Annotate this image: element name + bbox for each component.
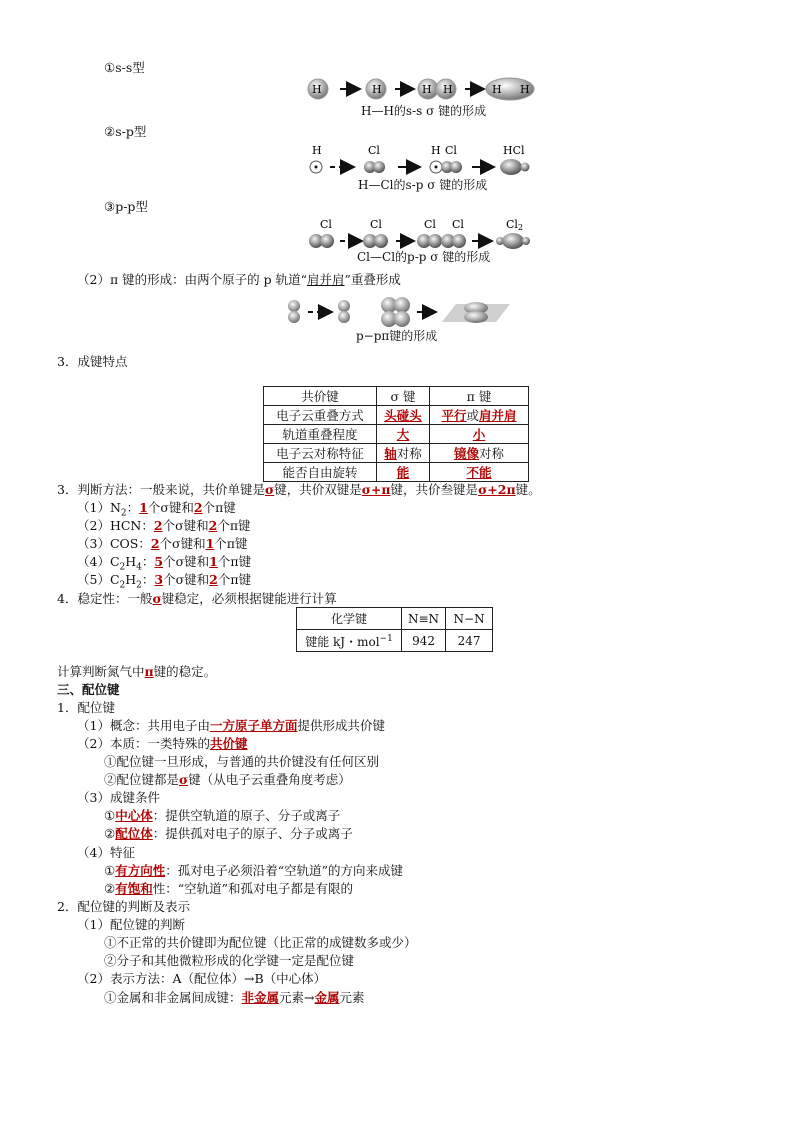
ss-orbital-diagram xyxy=(300,74,540,104)
table-row: 电子云对称特征 轴对称 镜像对称 xyxy=(264,444,529,463)
sigma-answer: 轴 xyxy=(384,446,397,461)
pp-type-label: ③p-p型 xyxy=(104,199,148,214)
svg-text:H: H xyxy=(443,83,453,96)
svg-text:Cl: Cl xyxy=(424,218,436,231)
c2-judge-2: ②分子和其他微粒形成的化学键一定是配位键 xyxy=(104,953,355,968)
c1-conditions: （3）成键条件 xyxy=(77,790,160,805)
svg-text:H: H xyxy=(312,144,322,157)
c1-features: （4）特征 xyxy=(77,845,135,860)
energy-value: 247 xyxy=(446,630,493,652)
c1-feature-2: ②有饱和性：“空轨道”和孤对电子都是有限的 xyxy=(104,881,354,896)
calc-line: 计算判断氮气中π键的稳定。 xyxy=(57,664,217,679)
example-cos: （3）COS：2个σ键和1个π键 xyxy=(77,536,248,551)
row-label: 电子云对称特征 xyxy=(264,444,377,463)
sp-type-label: ②s-p型 xyxy=(104,124,147,139)
svg-text:Cl: Cl xyxy=(370,218,382,231)
c2-title: 2．配位键的判断及表示 xyxy=(57,899,190,914)
c2-representation: （2）表示方法：A（配位体）→B（中心体） xyxy=(77,971,327,986)
c1-essence-2: ②配位键都是σ键（从电子云重叠角度考虑） xyxy=(104,772,351,787)
table-row: 键能 kJ・mol$^{-1}$ 942 247 xyxy=(297,630,493,652)
table-row: 电子云重叠方式 头碰头 平行或肩并肩 xyxy=(264,406,529,425)
row-label: 键能 kJ・mol xyxy=(305,635,380,649)
example-c2h4: $(4)C_2H_4$：5个σ键和1个π键 xyxy=(77,554,252,573)
header-cell: 共价键 xyxy=(264,387,377,406)
c2-judge-1: ①不正常的共价键即为配位键（比正常的成键数多或少） xyxy=(104,935,417,950)
energy-value: 942 xyxy=(402,630,446,652)
bond-energy-table xyxy=(296,607,493,652)
pi-caption: p−pπ键的形成 xyxy=(356,329,438,343)
table-row xyxy=(264,463,529,482)
c2-judge: （1）配位键的判断 xyxy=(77,917,185,932)
svg-text:H: H xyxy=(520,83,530,96)
c1-essence: （2）本质：一类特殊的共价键 xyxy=(77,736,248,751)
coordinate-bond-section-title: 三、配位键 xyxy=(57,682,120,697)
svg-text:H: H xyxy=(431,144,441,157)
pi-answer: 镜像 xyxy=(453,446,479,461)
ss-caption: H—H的s-s σ 键的形成 xyxy=(361,104,487,118)
svg-text:Cl: Cl xyxy=(452,218,464,231)
svg-text:Cl: Cl xyxy=(506,218,518,231)
sigma-answer: 大 xyxy=(396,427,410,442)
sigma-answer: 头碰头 xyxy=(384,408,422,423)
c2-representation-1: ①金属和非金属间成键：非金属元素→金属元素 xyxy=(104,990,365,1005)
svg-text:H: H xyxy=(492,83,502,96)
judge-method-line: 3．判断方法：一般来说，共价单键是σ键，共价双键是σ+π键，共价叁键是σ+2π键。 xyxy=(57,482,541,497)
c1-concept: （1）概念：共用电子由一方原子单方面提供形成共价键 xyxy=(77,718,385,733)
ss-type-label: ①s-s型 xyxy=(104,60,145,75)
svg-text:Cl: Cl xyxy=(368,144,380,157)
pi-answer: 小 xyxy=(472,427,486,442)
sp-orbital-diagram xyxy=(300,143,540,179)
header-cell: N−N xyxy=(446,608,493,630)
header-cell: N≡N xyxy=(402,608,446,630)
header-cell: π 键 xyxy=(430,387,529,406)
svg-text:2: 2 xyxy=(518,223,524,232)
c1-feature-1: ①有方向性：孤对电子必须沿着“空轨道”的方向来成键 xyxy=(104,863,404,878)
c1-essence-1: ①配位键一旦形成，与普通的共价键没有任何区别 xyxy=(104,754,380,769)
c1-condition-1: ①中心体：提供空轨道的原子、分子或离子 xyxy=(104,808,341,823)
c1-condition-2: ②配位体：提供孤对电子的原子、分子或离子 xyxy=(104,826,353,841)
pi-answer: 肩并肩 xyxy=(479,408,517,423)
row-label: 电子云重叠方式 xyxy=(264,406,377,425)
svg-text:H: H xyxy=(422,83,432,96)
stability-line: 4．稳定性：一般σ键稳定，必须根据键能进行计算 xyxy=(57,591,337,606)
pi-answer: 平行 xyxy=(441,408,467,423)
svg-text:H: H xyxy=(312,83,322,96)
example-hcn: （2）HCN：2个σ键和2个π键 xyxy=(77,518,251,533)
svg-text:Cl: Cl xyxy=(320,218,332,231)
sigma-answer: 能 xyxy=(396,465,410,480)
sp-caption: H—Cl的s-p σ 键的形成 xyxy=(358,178,488,192)
example-n2: $(1)N_2$：1个σ键和2个π键 xyxy=(77,500,236,519)
header-cell: 化学键 xyxy=(297,608,402,630)
header-cell: σ 键 xyxy=(377,387,430,406)
section-bond-features-title: 3．成键特点 xyxy=(57,354,128,369)
row-label: 轨道重叠程度 xyxy=(264,425,377,444)
svg-text:Cl: Cl xyxy=(445,144,457,157)
svg-text:HCl: HCl xyxy=(503,144,525,157)
row-label: 能否自由旋转 xyxy=(264,463,377,482)
pi-formation-line: （2）π 键的形成：由两个原子的 p 轨道“肩并肩”重叠形成 xyxy=(77,272,401,287)
pp-orbital-diagram xyxy=(300,217,540,251)
bond-features-table xyxy=(263,386,529,482)
c1-title: 1．配位键 xyxy=(57,700,115,715)
pi-answer: 不能 xyxy=(466,465,492,480)
pi-orbital-diagram xyxy=(284,296,514,328)
example-c2h2: $(5)C_2H_2$：3个σ键和2个π键 xyxy=(77,572,252,591)
table-row xyxy=(264,425,529,444)
svg-text:H: H xyxy=(372,83,382,96)
pp-caption: Cl—Cl的p-p σ 键的形成 xyxy=(357,250,491,264)
